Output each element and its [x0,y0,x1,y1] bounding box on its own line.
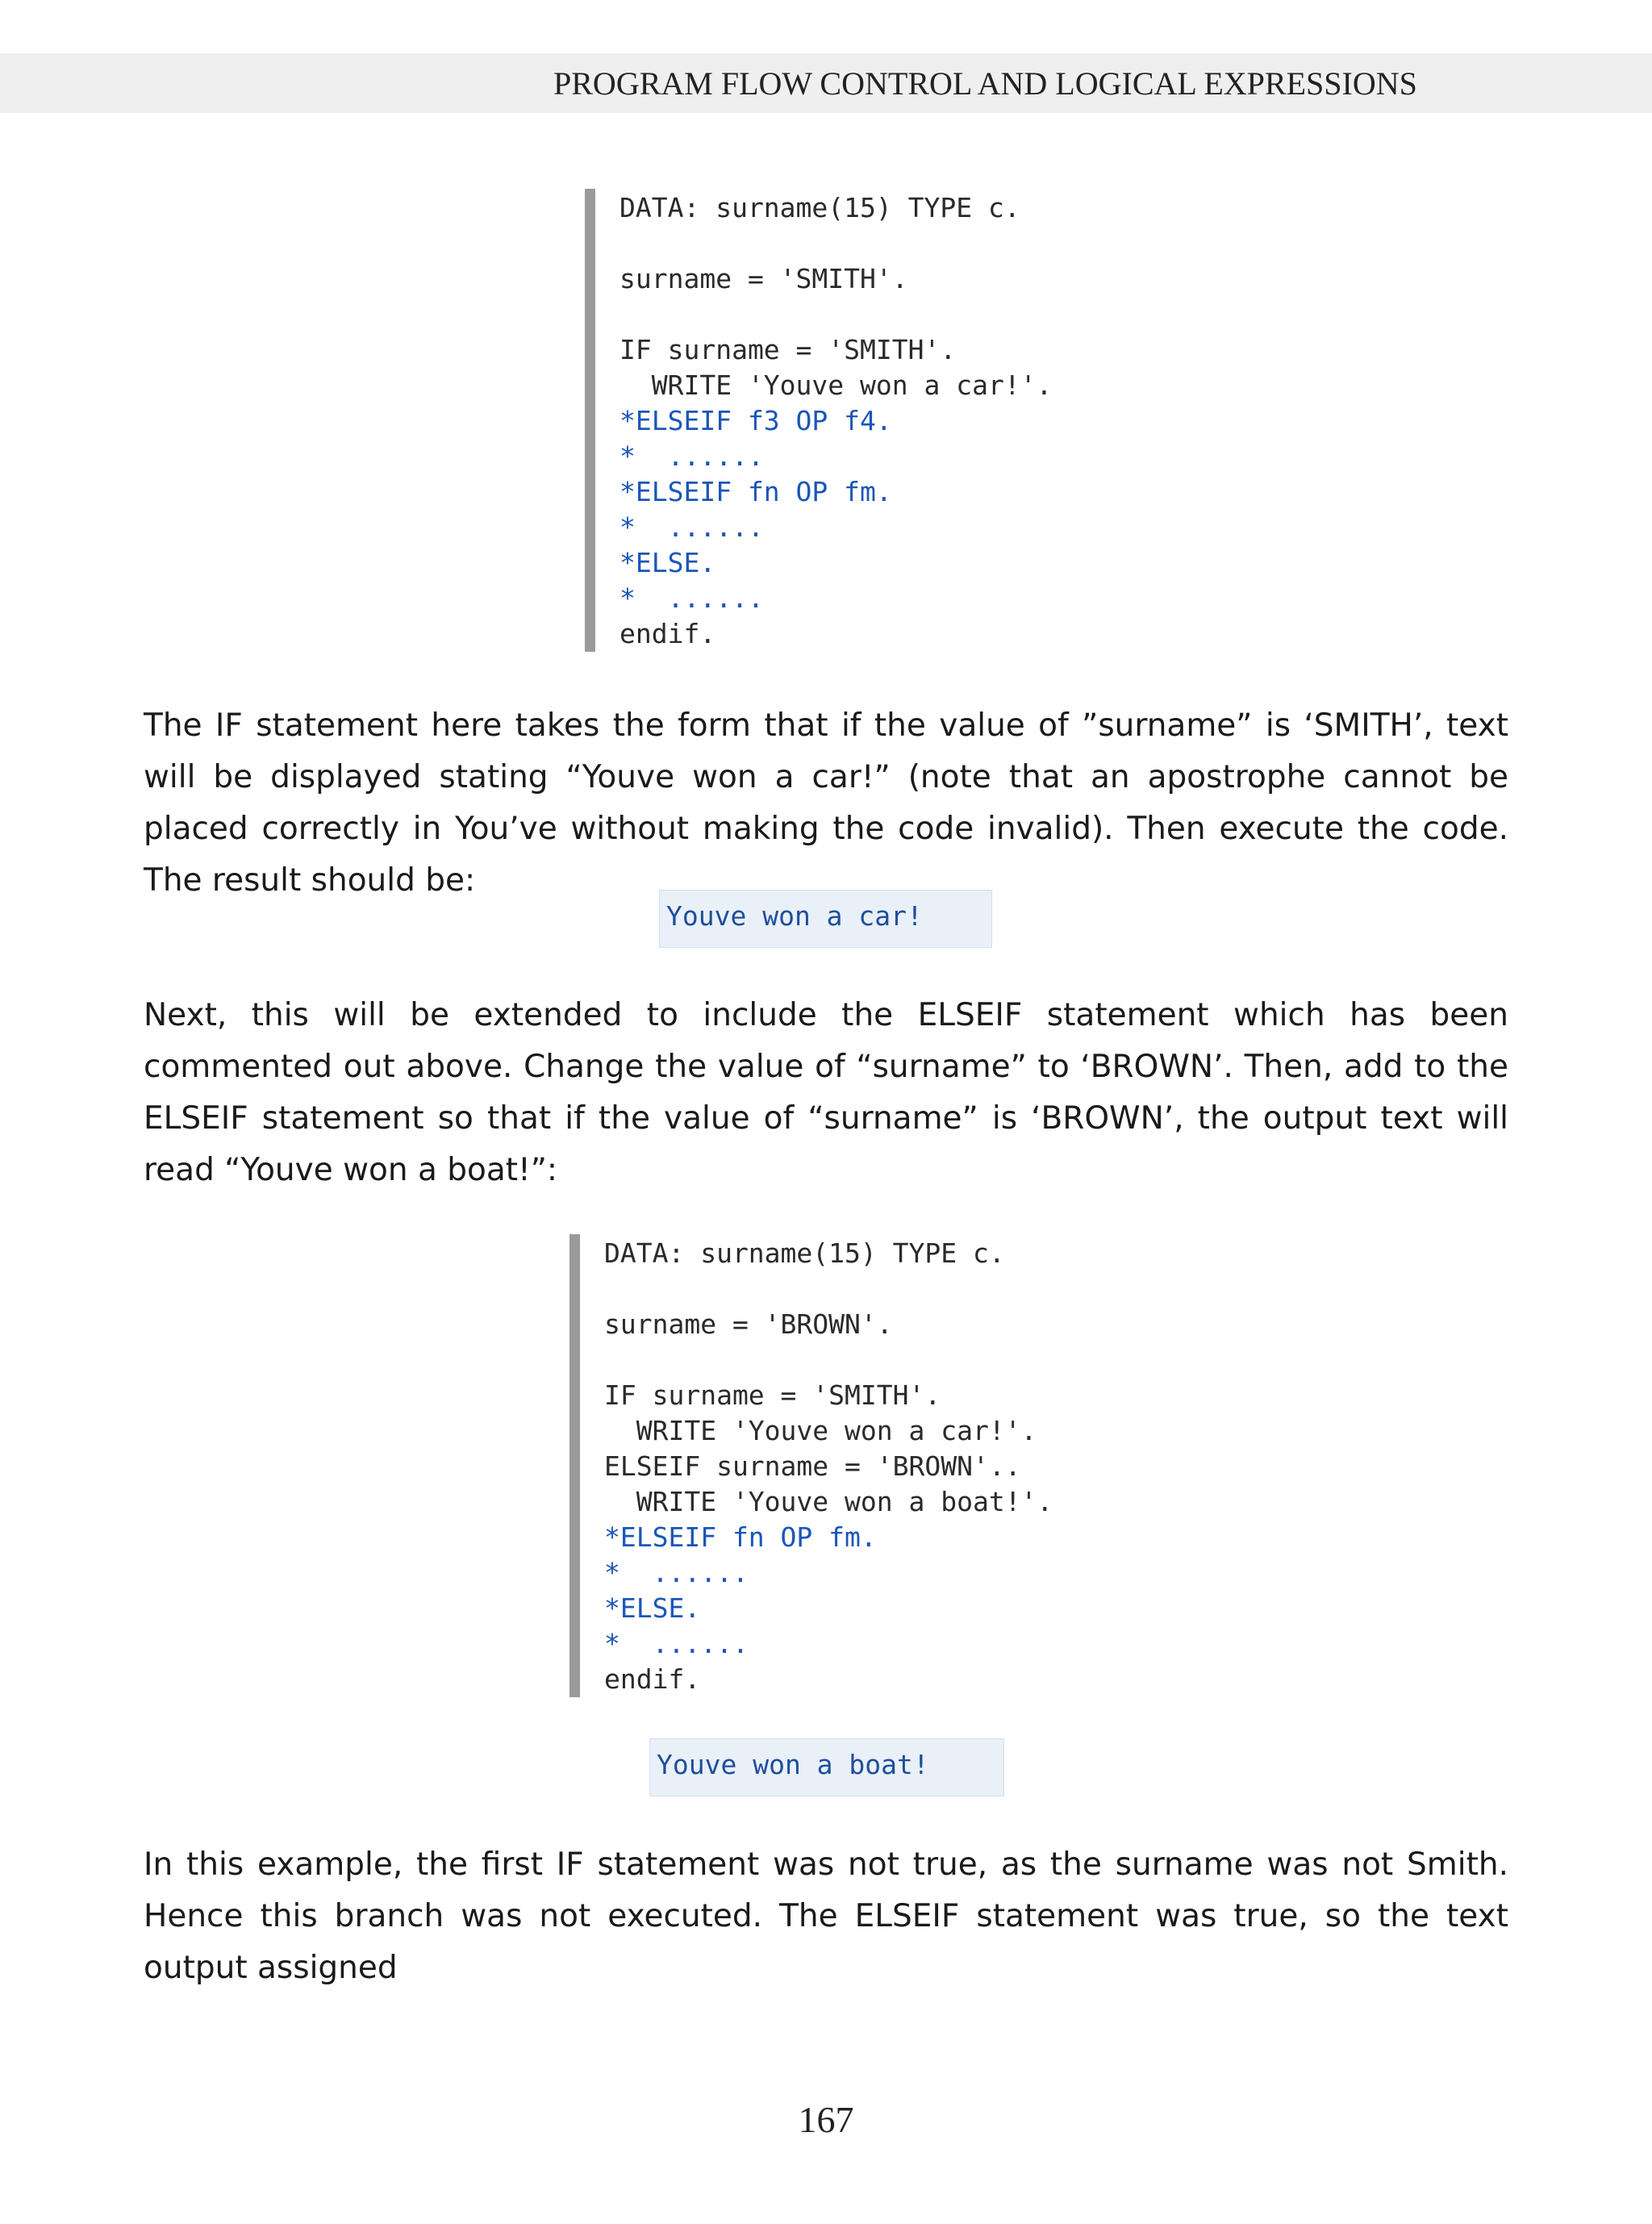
code-line: *ELSE. [604,1592,701,1624]
code-line: endif. [620,618,716,649]
code-block-brown [569,1234,1086,1697]
code-line [604,1271,1086,1307]
code-line [620,297,1085,332]
code-line: WRITE 'Youve won a boat!'. [604,1486,1053,1517]
code-line: * ...... [620,440,764,472]
code-line [604,1342,1086,1378]
code-line: ELSEIF surname = 'BROWN'.. [604,1450,1021,1482]
body-paragraph-2: Next, this will be extended to include the ELSEIF statement which has been commented out above. Change the value of “surname” to ‘BROWN’. Then, add to the ELSEIF statement so that if the value of “surname” is ‘BROWN’, the output text will read “Youve won a boat!”: [144,997,1508,1188]
code-line: IF surname = 'SMITH'. [620,334,957,365]
output-box-car: Youve won a car! [659,890,992,948]
code-line: * ...... [604,1557,749,1588]
code-line: * ...... [620,582,764,614]
code-line: *ELSE. [620,547,716,578]
code-line: DATA: surname(15) TYPE c. [620,192,1020,223]
body-paragraph-3: In this example, the first IF statement was not true, as the surname was not Smith. Hence this branch was not executed. The ELSEIF statement was true, so the text output assigned [144,1846,1508,1986]
code-line: DATA: surname(15) TYPE c. [604,1237,1005,1269]
code-line [620,226,1085,261]
code-line: WRITE 'Youve won a car!'. [620,369,1053,401]
code-line: *ELSEIF fn OP fm. [620,476,892,507]
code-line: surname = 'SMITH'. [620,263,908,294]
code-line: WRITE 'Youve won a car!'. [604,1415,1037,1446]
code-line: * ...... [620,511,764,543]
output-box-boat: Youve won a boat! [649,1738,1004,1796]
body-paragraph-1: The IF statement here takes the form that if the value of ”surname” is ‘SMITH’, text will be displayed stating “Youve won a car!” (note that an apostrophe cannot be placed correctly in You’ve without making the code invalid). Then execute the code. The result should be: [144,707,1508,899]
code-block-smith [585,189,1085,652]
code-line: *ELSEIF f3 OP f4. [620,405,892,436]
code-line: * ...... [604,1628,749,1659]
code-line: *ELSEIF fn OP fm. [604,1521,877,1553]
code-line: surname = 'BROWN'. [604,1308,893,1340]
code-line: endif. [604,1663,701,1695]
code-line: IF surname = 'SMITH'. [604,1379,941,1411]
page-number: 167 [798,2099,854,2140]
running-header-title: PROGRAM FLOW CONTROL AND LOGICAL EXPRESSIONS [553,65,1417,102]
